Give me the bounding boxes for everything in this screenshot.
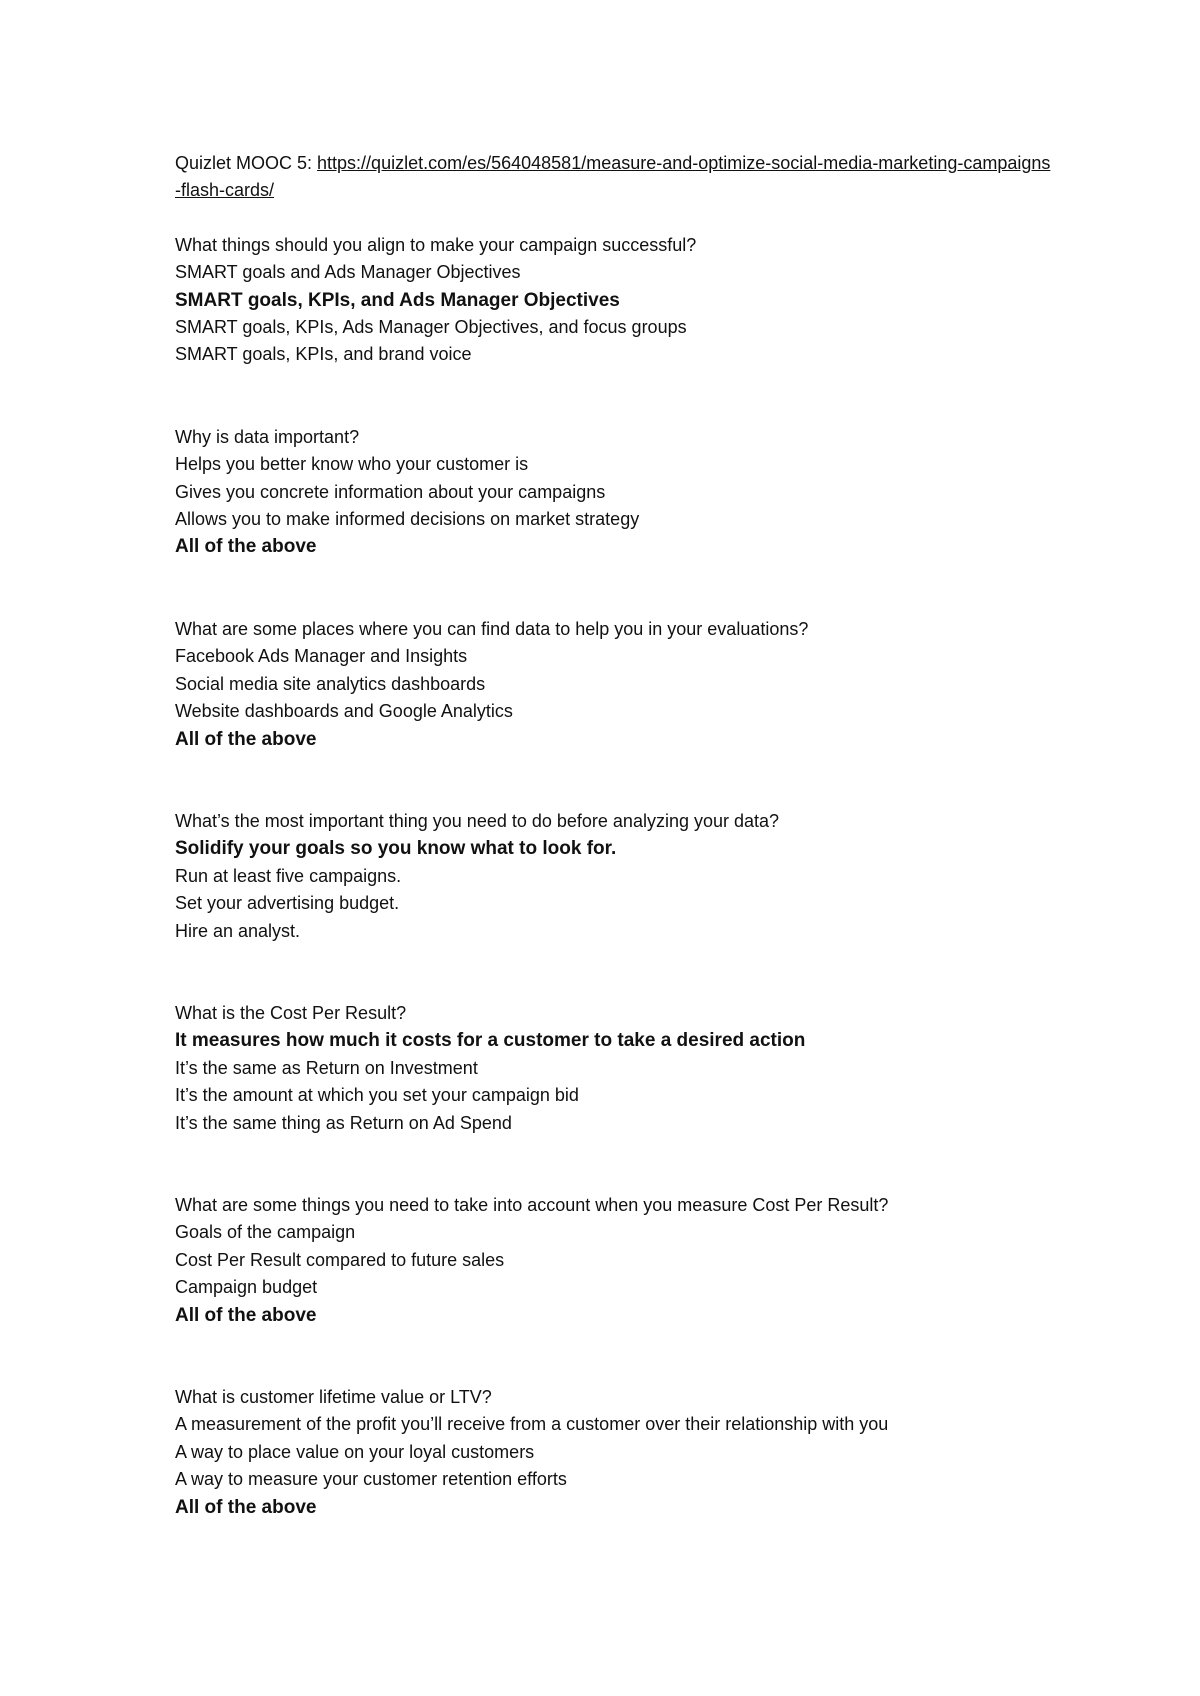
question-text: Why is data important? [175,426,360,447]
spacer [175,945,1055,1000]
answer-option: Website dashboards and Google Analytics [175,701,513,722]
answer-option-correct: All of the above [175,1496,317,1518]
answer-option-correct: All of the above [175,728,317,750]
spacer [175,1329,1055,1384]
answer-option: Run at least five campaigns. [175,865,402,886]
answer-option: SMART goals and Ads Manager Objectives [175,262,521,283]
answer-option-correct: All of the above [175,1304,317,1326]
question-block [175,232,1055,369]
answer-option: Campaign budget [175,1277,318,1298]
quizlet-link[interactable]: https://quizlet.com/es/564048581/measure-and-optimize-social-media-marketing-campaigns-flash-cards/ [175,153,1051,201]
answer-option: Cost Per Result compared to future sales [175,1249,505,1270]
spacer [175,369,1055,424]
question-text: What things should you align to make your campaign successful? [175,234,697,255]
answer-option: It’s the amount at which you set your campaign bid [175,1085,579,1106]
header-label: Quizlet MOOC 5: [175,153,318,173]
question-text: What’s the most important thing you need to do before analyzing your data? [175,810,780,831]
answer-option: SMART goals, KPIs, and brand voice [175,344,472,365]
question-block [175,1384,1055,1521]
answer-option: A way to place value on your loyal customers [175,1441,535,1462]
answer-option: Social media site analytics dashboards [175,673,486,694]
answer-option: Set your advertising budget. [175,893,400,914]
answer-option: It’s the same as Return on Investment [175,1057,478,1078]
answer-option-correct: SMART goals, KPIs, and Ads Manager Objectives [175,289,620,311]
document-page [175,150,1055,1521]
answer-option: Hire an analyst. [175,920,301,941]
question-block [175,1000,1055,1137]
answer-option: SMART goals, KPIs, Ads Manager Objectives, and focus groups [175,317,687,338]
answer-option: It’s the same thing as Return on Ad Spend [175,1112,512,1133]
answer-option-correct: All of the above [175,536,317,558]
answer-option: A way to measure your customer retention efforts [175,1469,567,1490]
question-block [175,616,1055,753]
question-text: What are some places where you can find data to help you in your evaluations? [175,618,809,639]
question-text: What is customer lifetime value or LTV? [175,1387,492,1407]
spacer [175,1137,1055,1192]
question-text: What is the Cost Per Result? [175,1002,407,1023]
answer-option: Facebook Ads Manager and Insights [175,646,468,667]
question-block [175,1192,1055,1329]
question-block [175,808,1055,945]
answer-option: Helps you better know who your customer is [175,454,529,475]
answer-option-correct: It measures how much it costs for a customer to take a desired action [175,1030,806,1052]
spacer [175,753,1055,808]
spacer [175,205,1055,232]
answer-option: Goals of the campaign [175,1222,356,1243]
question-text: What are some things you need to take into account when you measure Cost Per Result? [175,1194,889,1215]
answer-option: Allows you to make informed decisions on market strategy [175,509,640,530]
spacer [175,561,1055,616]
question-list [175,232,1055,1521]
document-header [175,150,1055,205]
answer-option: Gives you concrete information about your campaigns [175,481,606,502]
question-block [175,424,1055,561]
answer-option-correct: Solidify your goals so you know what to look for. [175,838,617,860]
answer-option: A measurement of the profit you’ll receive from a customer over their relationship with you [175,1414,889,1435]
